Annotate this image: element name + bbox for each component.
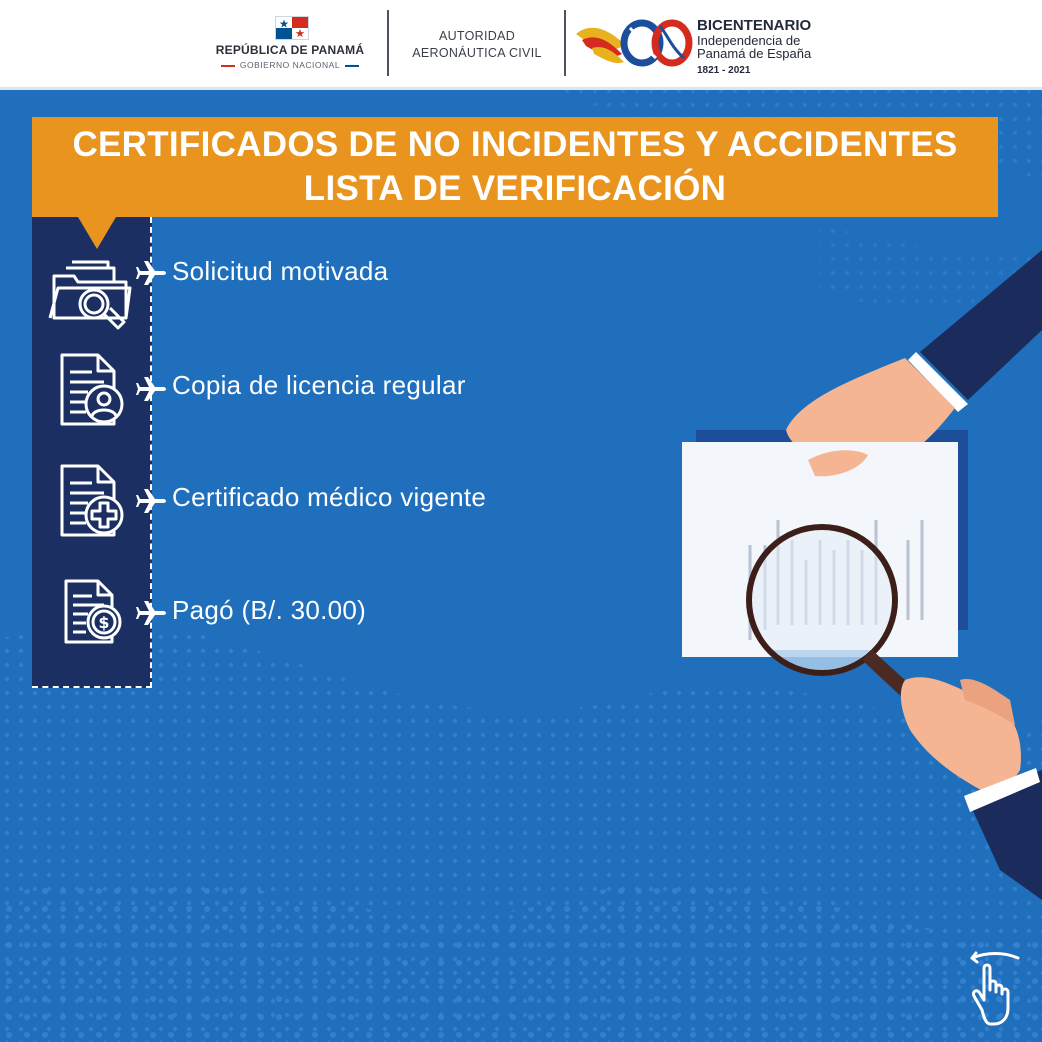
swipe-hand-icon[interactable]	[962, 948, 1022, 1030]
bicentenario-years: 1821 - 2021	[697, 65, 751, 76]
autoridad-label	[392, 28, 562, 62]
header-divider	[387, 10, 389, 76]
checklist-item-label: Pagó (B/. 30.00)	[172, 595, 367, 625]
header-bar	[0, 0, 1042, 90]
document-medical-icon	[58, 463, 130, 539]
airplane-bullet-icon	[136, 598, 166, 628]
bicentenario-line2: Panamá de España	[697, 46, 812, 61]
gobierno-text: GOBIERNO NACIONAL	[239, 60, 341, 70]
autoridad-line2: AERONÁUTICA CIVIL	[412, 46, 542, 60]
title-line1: CERTIFICADOS DE NO INCIDENTES Y ACCIDENTES	[72, 125, 958, 164]
banner-pointer	[78, 217, 116, 249]
checklist-item-label: Copia de licencia regular	[172, 370, 466, 400]
airplane-bullet-icon	[136, 486, 166, 516]
title-line2: LISTA DE VERIFICACIÓN	[303, 169, 727, 208]
airplane-bullet-icon	[136, 374, 166, 404]
checklist-item-label: Solicitud motivada	[172, 256, 389, 286]
gobierno-label	[205, 60, 375, 70]
document-payment-icon	[62, 578, 128, 646]
title-banner	[32, 117, 998, 217]
checklist-item-label: Certificado médico vigente	[172, 482, 487, 512]
bicentenario-line1: Independencia de	[697, 33, 801, 48]
airplane-bullet-icon	[136, 258, 166, 288]
panama-flag-icon	[275, 16, 309, 40]
folder-search-icon	[46, 252, 138, 340]
svg-text:$: $	[98, 613, 110, 632]
bicentenario-subtitle	[697, 34, 811, 60]
bicentenario-logo-icon	[572, 14, 694, 72]
bicentenario-title: BICENTENARIO	[697, 17, 812, 34]
header-divider	[564, 10, 566, 76]
document-user-icon	[58, 352, 130, 428]
autoridad-line1: AUTORIDAD	[438, 29, 516, 43]
republica-label: REPÚBLICA DE PANAMÁ	[215, 43, 365, 57]
